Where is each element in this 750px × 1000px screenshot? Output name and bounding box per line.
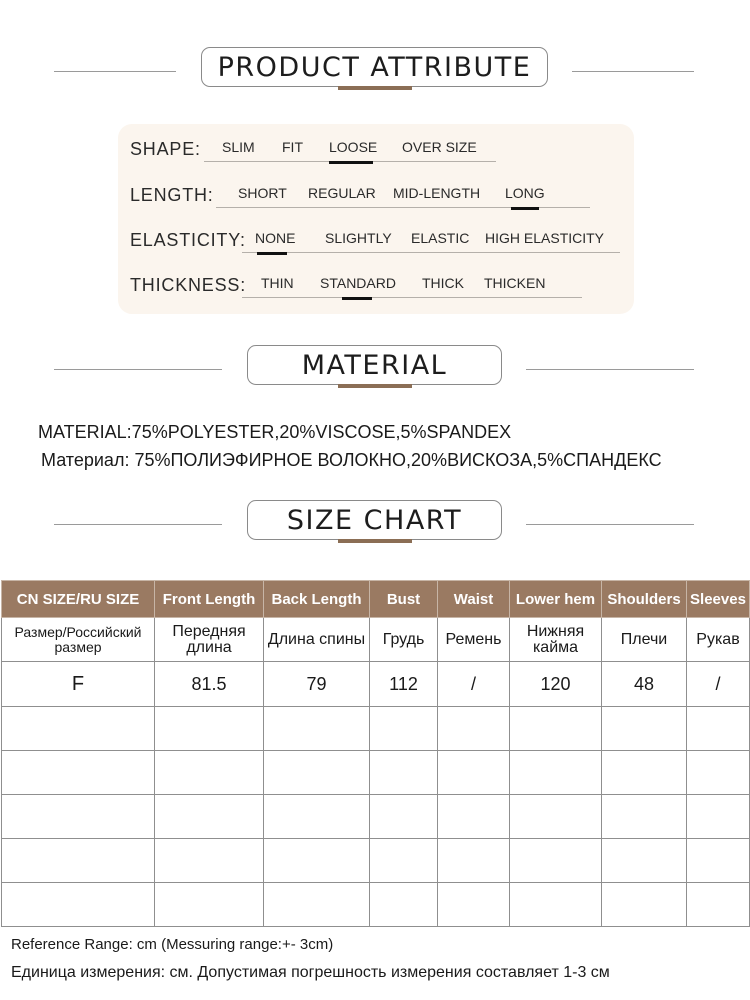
attribute-option-selected: LONG <box>505 185 545 201</box>
table-cell <box>438 883 510 927</box>
table-cell <box>602 839 687 883</box>
attribute-option-selected: NONE <box>255 230 296 246</box>
attribute-option: THICK <box>422 275 464 291</box>
attribute-option: REGULAR <box>308 185 376 201</box>
table-cell <box>155 751 264 795</box>
attribute-option: THICKEN <box>484 275 546 291</box>
column-header: Shoulders <box>602 581 687 618</box>
column-header: Bust <box>370 581 438 618</box>
material-line-ru: Материал: 75%ПОЛИЭФИРНОЕ ВОЛОКНО,20%ВИСКОЗА,5%СПАНДЕКС <box>41 450 662 470</box>
column-header: CN SIZE/RU SIZE <box>2 581 155 618</box>
attribute-option-selected: LOOSE <box>329 139 378 155</box>
section-title: PRODUCT ATTRIBUTE <box>217 51 532 83</box>
divider-left <box>54 369 222 370</box>
selected-marker <box>511 207 539 210</box>
table-row-empty <box>2 707 750 751</box>
table-cell <box>687 795 750 839</box>
table-cell <box>264 707 370 751</box>
table-cell <box>687 707 750 751</box>
title-underline <box>338 86 412 90</box>
column-header: Front Length <box>155 581 264 618</box>
table-cell <box>510 883 602 927</box>
table-cell <box>155 707 264 751</box>
table-cell <box>2 839 155 883</box>
table-cell <box>602 751 687 795</box>
table-cell: 120 <box>510 662 602 707</box>
table-cell <box>155 795 264 839</box>
table-cell: 48 <box>602 662 687 707</box>
attribute-panel <box>118 124 634 314</box>
table-row <box>2 662 750 707</box>
table-cell <box>510 795 602 839</box>
selected-marker <box>257 252 287 255</box>
size-chart-header <box>0 500 750 550</box>
table-cell <box>438 707 510 751</box>
attribute-rule <box>242 252 620 253</box>
attribute-row-thickness <box>130 268 630 298</box>
title-underline <box>338 384 412 388</box>
table-cell <box>510 751 602 795</box>
table-row-empty <box>2 751 750 795</box>
table-cell <box>264 883 370 927</box>
table-cell <box>264 839 370 883</box>
table-cell: F <box>2 662 155 707</box>
table-cell <box>2 751 155 795</box>
attribute-rule <box>242 297 582 298</box>
table-cell <box>602 883 687 927</box>
attribute-row-elasticity <box>130 223 630 253</box>
section-title-box <box>247 500 502 540</box>
attribute-option: THIN <box>261 275 294 291</box>
divider-left <box>54 524 222 525</box>
table-cell <box>602 707 687 751</box>
ru-header: Нижняя кайма <box>510 618 602 662</box>
ru-header: Ремень <box>438 618 510 662</box>
table-cell <box>687 883 750 927</box>
table-cell <box>264 795 370 839</box>
table-cell <box>438 839 510 883</box>
table-cell <box>510 839 602 883</box>
ru-header: Длина спины <box>264 618 370 662</box>
attribute-option: SLIM <box>222 139 255 155</box>
table-cell <box>155 883 264 927</box>
reference-note-en: Reference Range: cm (Messuring range:+- 3cm) <box>11 936 334 953</box>
table-cell <box>2 883 155 927</box>
divider-right <box>572 71 694 72</box>
table-cell <box>155 839 264 883</box>
attribute-label: LENGTH: <box>130 185 214 205</box>
table-cell <box>2 795 155 839</box>
attribute-option: OVER SIZE <box>402 139 477 155</box>
section-title: SIZE CHART <box>286 504 463 536</box>
column-header: Back Length <box>264 581 370 618</box>
attribute-option: SHORT <box>238 185 287 201</box>
table-cell <box>264 751 370 795</box>
divider-left <box>54 71 176 72</box>
attribute-label: ELASTICITY: <box>130 230 246 250</box>
attribute-option-selected: STANDARD <box>320 275 396 291</box>
material-line-en: MATERIAL:75%POLYESTER,20%VISCOSE,5%SPANDEX <box>38 422 512 442</box>
table-cell <box>370 707 438 751</box>
table-row-empty <box>2 839 750 883</box>
ru-header: Рукав <box>687 618 750 662</box>
ru-header: Плечи <box>602 618 687 662</box>
divider-right <box>526 524 694 525</box>
attribute-option: ELASTIC <box>411 230 470 246</box>
table-cell <box>687 751 750 795</box>
material-header <box>0 345 750 395</box>
divider-right <box>526 369 694 370</box>
attribute-option: HIGH ELASTICITY <box>485 230 605 246</box>
attribute-option: FIT <box>282 139 303 155</box>
table-row-empty <box>2 795 750 839</box>
table-row-empty <box>2 883 750 927</box>
table-cell <box>602 795 687 839</box>
table-cell <box>438 795 510 839</box>
table-cell: / <box>438 662 510 707</box>
table-cell <box>370 839 438 883</box>
section-title: MATERIAL <box>301 349 448 381</box>
table-cell: 81.5 <box>155 662 264 707</box>
title-underline <box>338 539 412 543</box>
attribute-option: MID-LENGTH <box>393 185 481 201</box>
table-cell <box>370 751 438 795</box>
selected-marker <box>329 161 373 164</box>
table-cell <box>438 751 510 795</box>
attribute-row-shape <box>130 132 630 162</box>
material-composition <box>38 422 738 471</box>
table-ru-header-row <box>2 618 750 662</box>
attribute-label: SHAPE: <box>130 139 201 159</box>
table-cell: 112 <box>370 662 438 707</box>
ru-header: Грудь <box>370 618 438 662</box>
attribute-option: SLIGHTLY <box>325 230 392 246</box>
table-cell: / <box>687 662 750 707</box>
section-title-box <box>247 345 502 385</box>
table-cell <box>2 707 155 751</box>
ru-header: Передняя длина <box>155 618 264 662</box>
table-cell <box>510 707 602 751</box>
table-header-row <box>2 581 750 618</box>
section-title-box <box>201 47 548 87</box>
table-cell <box>687 839 750 883</box>
table-cell: 79 <box>264 662 370 707</box>
reference-note-ru: Единица измерения: см. Допустимая погрешность измерения составляет 1-3 см <box>11 964 610 981</box>
attribute-row-length <box>130 178 630 208</box>
attribute-label: THICKNESS: <box>130 275 247 295</box>
column-header: Sleeves <box>687 581 750 618</box>
table-cell <box>370 883 438 927</box>
selected-marker <box>342 297 372 300</box>
size-chart-table <box>1 580 750 927</box>
table-cell <box>370 795 438 839</box>
ru-header: Размер/Российский размер <box>2 618 155 662</box>
column-header: Lower hem <box>510 581 602 618</box>
product-attribute-header <box>0 47 750 97</box>
column-header: Waist <box>438 581 510 618</box>
